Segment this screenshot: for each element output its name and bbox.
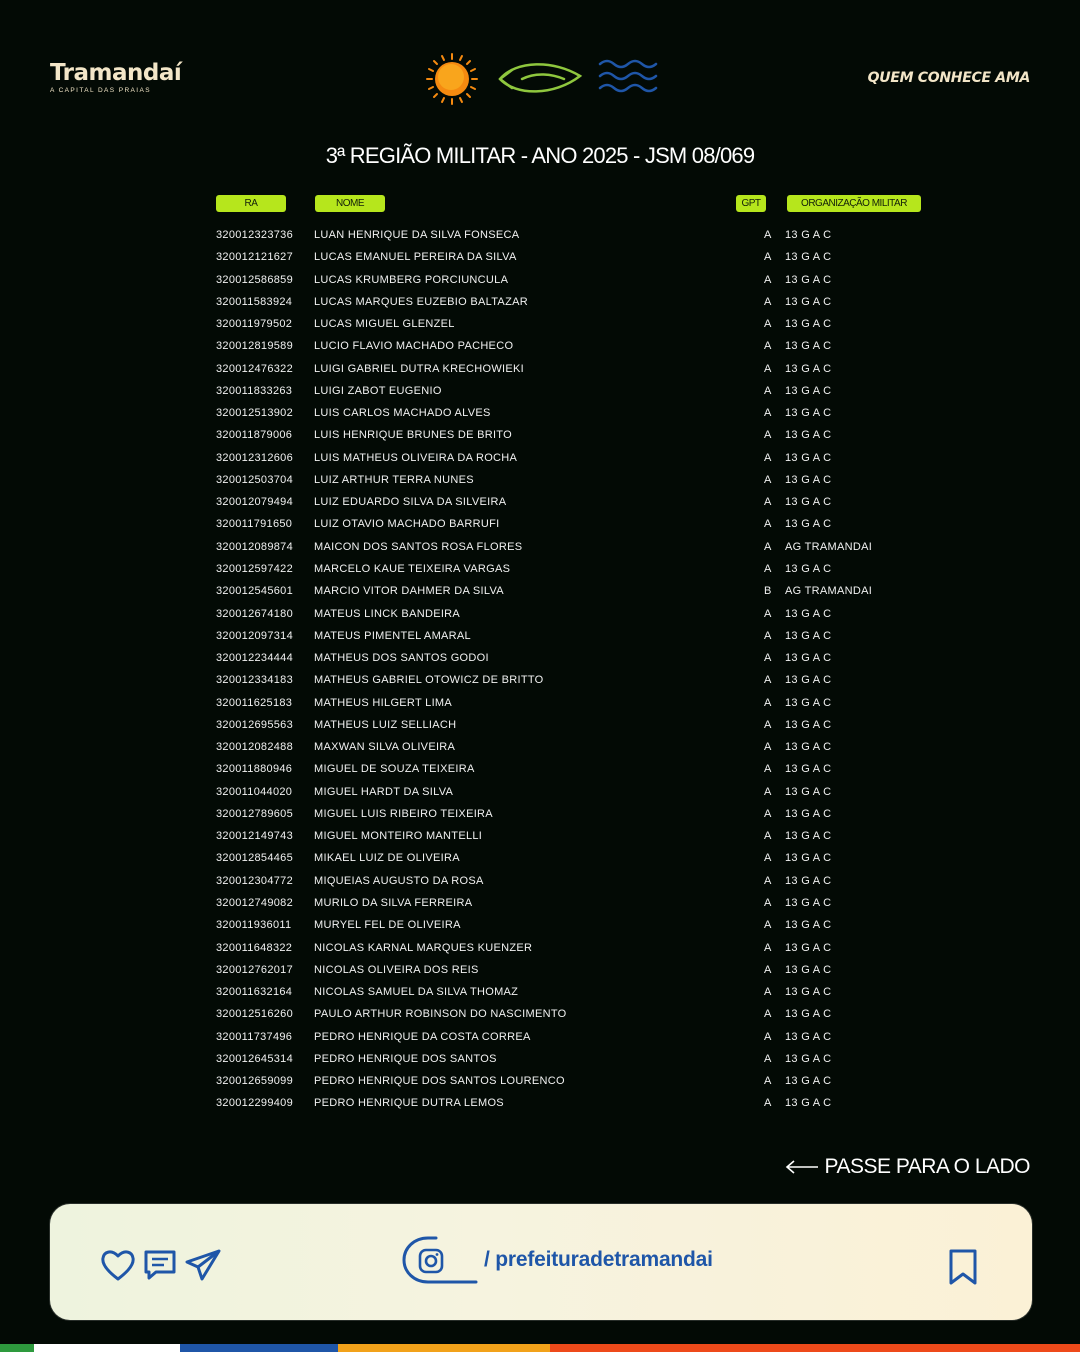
table-row xyxy=(0,470,1080,492)
table-row xyxy=(0,581,1080,603)
instagram-handle[interactable] xyxy=(402,1234,713,1286)
cell-organizacao: 13 G A C xyxy=(785,273,832,286)
column-header-nome: NOME xyxy=(315,195,385,212)
table-row xyxy=(0,848,1080,870)
table-row xyxy=(0,648,1080,670)
cell-ra: 320012476322 xyxy=(216,362,294,375)
cell-ra: 320011833263 xyxy=(216,384,293,397)
cell-ra: 320012597422 xyxy=(216,562,294,575)
cell-nome: MATHEUS DOS SANTOS GODOI xyxy=(314,652,489,665)
table-row xyxy=(0,292,1080,314)
cell-nome: LUCIO FLAVIO MACHADO PACHECO xyxy=(314,340,514,353)
cell-ra: 320012312606 xyxy=(216,451,294,464)
cell-nome: MIGUEL MONTEIRO MANTELLI xyxy=(314,830,483,843)
cell-gpt: A xyxy=(764,1075,772,1088)
cell-organizacao: 13 G A C xyxy=(785,407,832,420)
cell-organizacao: AG TRAMANDAI xyxy=(785,585,873,598)
cell-ra: 320012854465 xyxy=(216,852,294,865)
cell-organizacao: 13 G A C xyxy=(785,473,832,486)
cell-ra: 320012516260 xyxy=(216,1008,294,1021)
cell-gpt: A xyxy=(764,340,772,353)
cell-gpt: A xyxy=(764,473,772,486)
cell-gpt: A xyxy=(764,496,772,509)
table-row xyxy=(0,915,1080,937)
cell-organizacao: 13 G A C xyxy=(785,251,832,264)
cell-organizacao: 13 G A C xyxy=(785,652,832,665)
slogan: QUEM CONHECE AMA xyxy=(867,70,1030,86)
cell-ra: 320012789605 xyxy=(216,807,294,820)
conscript-table xyxy=(0,225,1080,1116)
cell-gpt: A xyxy=(764,607,772,620)
cell-ra: 320012097314 xyxy=(216,629,294,642)
cell-gpt: A xyxy=(764,874,772,887)
table-row xyxy=(0,693,1080,715)
cell-ra: 320012323736 xyxy=(216,229,294,241)
cell-gpt: A xyxy=(764,518,772,531)
cell-nome: LUIGI ZABOT EUGENIO xyxy=(314,384,442,397)
cell-ra: 320012234444 xyxy=(216,652,294,665)
sun-icon xyxy=(427,54,477,104)
cell-nome: NICOLAS OLIVEIRA DOS REIS xyxy=(314,963,479,976)
cell-nome: MAICON DOS SANTOS ROSA FLORES xyxy=(314,540,523,553)
cell-nome: NICOLAS KARNAL MARQUES KUENZER xyxy=(314,941,533,954)
cell-gpt: A xyxy=(764,763,772,776)
table-row xyxy=(0,1004,1080,1026)
cell-gpt: A xyxy=(764,318,772,331)
cell-nome: LUCAS MIGUEL GLENZEL xyxy=(314,318,455,331)
cell-gpt: A xyxy=(764,785,772,798)
table-row xyxy=(0,1093,1080,1115)
cell-gpt: A xyxy=(764,674,772,687)
table-row xyxy=(0,982,1080,1004)
cell-organizacao: 13 G A C xyxy=(785,629,832,642)
cell-organizacao: 13 G A C xyxy=(785,318,832,331)
table-row xyxy=(0,804,1080,826)
cell-organizacao: 13 G A C xyxy=(785,674,832,687)
cell-ra: 320012749082 xyxy=(216,896,294,909)
stripe-orange xyxy=(338,1344,550,1352)
cell-gpt: A xyxy=(764,251,772,264)
cell-nome: LUIS MATHEUS OLIVEIRA DA ROCHA xyxy=(314,451,518,464)
comment-icon[interactable] xyxy=(142,1248,178,1282)
social-bar xyxy=(50,1204,1032,1320)
cell-gpt: A xyxy=(764,362,772,375)
cell-ra: 320012089874 xyxy=(216,540,294,553)
table-row xyxy=(0,938,1080,960)
cell-ra: 320012659099 xyxy=(216,1075,294,1088)
cell-ra: 320011936011 xyxy=(216,919,292,932)
cell-gpt: B xyxy=(764,585,772,598)
send-icon[interactable] xyxy=(184,1248,222,1282)
cell-nome: MIQUEIAS AUGUSTO DA ROSA xyxy=(314,874,484,887)
cell-organizacao: AG TRAMANDAI xyxy=(785,540,873,553)
cell-nome: LUCAS EMANUEL PEREIRA DA SILVA xyxy=(314,251,517,264)
cell-nome: LUCAS MARQUES EUZEBIO BALTAZAR xyxy=(314,295,528,308)
cell-nome: LUIS HENRIQUE BRUNES DE BRITO xyxy=(314,429,512,442)
swipe-hint[interactable] xyxy=(785,1155,1030,1179)
cell-gpt: A xyxy=(764,540,772,553)
cell-nome: MARCIO VITOR DAHMER DA SILVA xyxy=(314,585,504,598)
cell-organizacao: 13 G A C xyxy=(785,340,832,353)
column-header-gpt: GPT xyxy=(736,195,766,212)
cell-organizacao: 13 G A C xyxy=(785,229,832,241)
stripe-red xyxy=(550,1344,1080,1352)
cell-gpt: A xyxy=(764,407,772,420)
cell-nome: PEDRO HENRIQUE DOS SANTOS LOURENCO xyxy=(314,1075,565,1088)
cell-ra: 320012149743 xyxy=(216,830,294,843)
cell-ra: 320011880946 xyxy=(216,763,293,776)
cell-organizacao: 13 G A C xyxy=(785,429,832,442)
table-row xyxy=(0,314,1080,336)
cell-ra: 320012334183 xyxy=(216,674,294,687)
table-row xyxy=(0,270,1080,292)
cell-nome: MATHEUS HILGERT LIMA xyxy=(314,696,453,709)
cell-gpt: A xyxy=(764,741,772,754)
cell-nome: MATEUS PIMENTEL AMARAL xyxy=(314,629,471,642)
cell-gpt: A xyxy=(764,562,772,575)
cell-organizacao: 13 G A C xyxy=(785,830,832,843)
cell-organizacao: 13 G A C xyxy=(785,919,832,932)
table-row xyxy=(0,1049,1080,1071)
cell-organizacao: 13 G A C xyxy=(785,362,832,375)
cell-ra: 320012645314 xyxy=(216,1052,294,1065)
cell-ra: 320012503704 xyxy=(216,473,294,486)
cell-organizacao: 13 G A C xyxy=(785,1008,832,1021)
cell-organizacao: 13 G A C xyxy=(785,785,832,798)
cell-organizacao: 13 G A C xyxy=(785,384,832,397)
table-row xyxy=(0,492,1080,514)
cell-organizacao: 13 G A C xyxy=(785,295,832,308)
instagram-icon xyxy=(402,1234,478,1286)
cell-nome: PAULO ARTHUR ROBINSON DO NASCIMENTO xyxy=(314,1008,567,1021)
cell-gpt: A xyxy=(764,696,772,709)
bookmark-icon[interactable] xyxy=(946,1248,980,1286)
cell-ra: 320012586859 xyxy=(216,273,294,286)
cell-nome: LUIZ EDUARDO SILVA DA SILVEIRA xyxy=(314,496,507,509)
heart-icon[interactable] xyxy=(100,1248,136,1282)
table-row xyxy=(0,715,1080,737)
cell-nome: LUAN HENRIQUE DA SILVA FONSECA xyxy=(314,229,520,241)
social-actions xyxy=(100,1248,222,1282)
logo-subtitle: A CAPITAL DAS PRAIAS xyxy=(50,87,151,94)
cell-organizacao: 13 G A C xyxy=(785,1030,832,1043)
cell-organizacao: 13 G A C xyxy=(785,607,832,620)
table-row xyxy=(0,537,1080,559)
page-title: 3ª REGIÃO MILITAR - ANO 2025 - JSM 08/069 xyxy=(325,143,755,168)
cell-nome: LUIZ OTAVIO MACHADO BARRUFI xyxy=(314,518,500,531)
stripe-white xyxy=(34,1344,180,1352)
column-header-organizacao: ORGANIZAÇÃO MILITAR xyxy=(787,195,921,212)
logo-text: Tramandaí xyxy=(50,60,182,86)
table-row xyxy=(0,782,1080,804)
cell-gpt: A xyxy=(764,986,772,999)
cell-gpt: A xyxy=(764,1008,772,1021)
cell-gpt: A xyxy=(764,295,772,308)
cell-gpt: A xyxy=(764,1052,772,1065)
swipe-hint-text: PASSE PARA O LADO xyxy=(824,1155,1030,1178)
cell-gpt: A xyxy=(764,273,772,286)
table-row xyxy=(0,670,1080,692)
cell-nome: MATHEUS GABRIEL OTOWICZ DE BRITTO xyxy=(314,674,544,687)
cell-organizacao: 13 G A C xyxy=(785,941,832,954)
cell-ra: 320012545601 xyxy=(216,585,294,598)
table-row xyxy=(0,960,1080,982)
table-row xyxy=(0,403,1080,425)
cell-gpt: A xyxy=(764,451,772,464)
cell-nome: MATEUS LINCK BANDEIRA xyxy=(314,607,461,620)
cell-gpt: A xyxy=(764,629,772,642)
cell-ra: 320012819589 xyxy=(216,340,294,353)
cell-ra: 320011632164 xyxy=(216,986,293,999)
cell-organizacao: 13 G A C xyxy=(785,896,832,909)
cell-organizacao: 13 G A C xyxy=(785,1052,832,1065)
cell-organizacao: 13 G A C xyxy=(785,874,832,887)
arrow-left-icon xyxy=(785,1160,819,1174)
cell-gpt: A xyxy=(764,852,772,865)
cell-gpt: A xyxy=(764,896,772,909)
table-row xyxy=(0,247,1080,269)
cell-organizacao: 13 G A C xyxy=(785,718,832,731)
cell-ra: 320012304772 xyxy=(216,874,294,887)
cell-nome: PEDRO HENRIQUE DOS SANTOS xyxy=(314,1052,497,1065)
table-row xyxy=(0,1071,1080,1093)
cell-organizacao: 13 G A C xyxy=(785,986,832,999)
cell-nome: PEDRO HENRIQUE DA COSTA CORREA xyxy=(314,1030,531,1043)
table-row xyxy=(0,448,1080,470)
cell-nome: MURYEL FEL DE OLIVEIRA xyxy=(314,919,461,932)
header-icons xyxy=(424,52,660,106)
cell-ra: 320011737496 xyxy=(216,1030,293,1043)
cell-gpt: A xyxy=(764,807,772,820)
cell-nome: MIGUEL LUIS RIBEIRO TEIXEIRA xyxy=(314,807,493,820)
cell-gpt: A xyxy=(764,919,772,932)
cell-gpt: A xyxy=(764,1097,772,1110)
cell-gpt: A xyxy=(764,1030,772,1043)
table-row xyxy=(0,514,1080,536)
cell-gpt: A xyxy=(764,830,772,843)
cell-gpt: A xyxy=(764,384,772,397)
stripe-blue xyxy=(180,1344,338,1352)
cell-nome: MIGUEL HARDT DA SILVA xyxy=(314,785,454,798)
table-row xyxy=(0,381,1080,403)
cell-organizacao: 13 G A C xyxy=(785,696,832,709)
color-stripes xyxy=(0,1344,1080,1352)
cell-ra: 320011791650 xyxy=(216,518,293,531)
table-row xyxy=(0,336,1080,358)
cell-nome: MARCELO KAUE TEIXEIRA VARGAS xyxy=(314,562,511,575)
table-row xyxy=(0,359,1080,381)
cell-nome: LUCAS KRUMBERG PORCIUNCULA xyxy=(314,273,509,286)
instagram-handle-text: / prefeituradetramandai xyxy=(484,1248,713,1271)
cell-ra: 320012121627 xyxy=(216,251,294,264)
cell-ra: 320011648322 xyxy=(216,941,293,954)
cell-organizacao: 13 G A C xyxy=(785,518,832,531)
table-row xyxy=(0,1027,1080,1049)
cell-organizacao: 13 G A C xyxy=(785,1075,832,1088)
cell-organizacao: 13 G A C xyxy=(785,963,832,976)
cell-gpt: A xyxy=(764,229,772,241)
cell-organizacao: 13 G A C xyxy=(785,496,832,509)
brand-logo xyxy=(50,60,180,94)
cell-ra: 320012299409 xyxy=(216,1097,294,1110)
table-row xyxy=(0,759,1080,781)
stripe-green xyxy=(0,1344,34,1352)
cell-gpt: A xyxy=(764,718,772,731)
cell-gpt: A xyxy=(764,941,772,954)
cell-nome: LUIS CARLOS MACHADO ALVES xyxy=(314,407,491,420)
cell-ra: 320012082488 xyxy=(216,741,294,754)
table-row xyxy=(0,893,1080,915)
cell-organizacao: 13 G A C xyxy=(785,807,832,820)
cell-organizacao: 13 G A C xyxy=(785,852,832,865)
table-row xyxy=(0,871,1080,893)
cell-nome: LUIGI GABRIEL DUTRA KRECHOWIEKI xyxy=(314,362,524,375)
cell-nome: MURILO DA SILVA FERREIRA xyxy=(314,896,473,909)
table-row xyxy=(0,737,1080,759)
waves-icon xyxy=(600,61,656,91)
table-row xyxy=(0,559,1080,581)
cell-ra: 320012513902 xyxy=(216,407,294,420)
cell-ra: 320012674180 xyxy=(216,607,294,620)
cell-nome: PEDRO HENRIQUE DUTRA LEMOS xyxy=(314,1097,504,1110)
cell-ra: 320011583924 xyxy=(216,295,293,308)
table-row xyxy=(0,425,1080,447)
cell-ra: 320011979502 xyxy=(216,318,293,331)
table-row xyxy=(0,225,1080,247)
table-row xyxy=(0,604,1080,626)
cell-ra: 320011879006 xyxy=(216,429,293,442)
fish-icon xyxy=(500,64,580,91)
cell-nome: MIGUEL DE SOUZA TEIXEIRA xyxy=(314,763,475,776)
column-header-ra: RA xyxy=(216,195,286,212)
cell-ra: 320011044020 xyxy=(216,785,293,798)
cell-nome: NICOLAS SAMUEL DA SILVA THOMAZ xyxy=(314,986,519,999)
cell-organizacao: 13 G A C xyxy=(785,763,832,776)
cell-ra: 320012695563 xyxy=(216,718,294,731)
cell-ra: 320011625183 xyxy=(216,696,293,709)
cell-gpt: A xyxy=(764,652,772,665)
cell-organizacao: 13 G A C xyxy=(785,1097,832,1110)
cell-ra: 320012762017 xyxy=(216,963,294,976)
cell-nome: LUIZ ARTHUR TERRA NUNES xyxy=(314,473,474,486)
cell-organizacao: 13 G A C xyxy=(785,741,832,754)
cell-nome: MAXWAN SILVA OLIVEIRA xyxy=(314,741,456,754)
cell-organizacao: 13 G A C xyxy=(785,451,832,464)
cell-nome: MATHEUS LUIZ SELLIACH xyxy=(314,718,457,731)
cell-gpt: A xyxy=(764,429,772,442)
table-row xyxy=(0,626,1080,648)
cell-ra: 320012079494 xyxy=(216,496,294,509)
table-row xyxy=(0,826,1080,848)
cell-nome: MIKAEL LUIZ DE OLIVEIRA xyxy=(314,852,460,865)
cell-organizacao: 13 G A C xyxy=(785,562,832,575)
cell-gpt: A xyxy=(764,963,772,976)
